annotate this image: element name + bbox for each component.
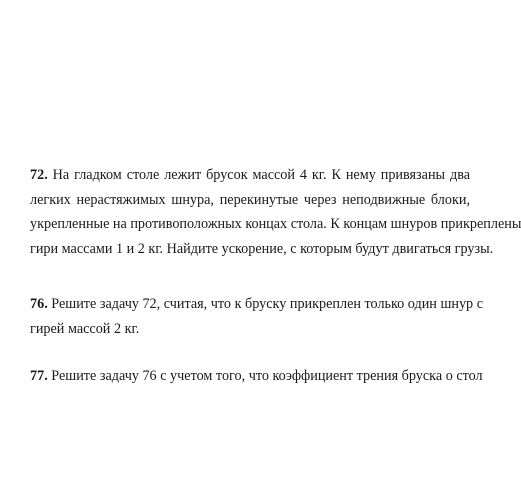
- problem-72-line-2: легких нерастяжимых шнура, перекинутые через неподвижные блоки,: [30, 191, 470, 208]
- problem-76: [30, 292, 483, 341]
- problem-76-number: 76.: [30, 296, 48, 312]
- problem-76-line-1: [30, 292, 483, 317]
- problem-72-number: 72.: [30, 167, 48, 183]
- problem-77-text-1: Решите задачу 76 с учетом того, что коэффициент трения бруска о стол: [51, 368, 483, 384]
- problem-72: [30, 163, 521, 261]
- problem-72-line-4: гири массами 1 и 2 кг. Найдите ускорение, с которым будут двигаться грузы.: [30, 240, 494, 257]
- problem-72-line-1: [30, 163, 470, 188]
- problem-77-cropped: [30, 364, 483, 384]
- problem-77-line-1: [30, 364, 483, 389]
- problem-72-text-1: На гладком столе лежит брусок массой 4 кг. К нему привязаны два: [52, 167, 471, 183]
- problem-77-number: 77.: [30, 368, 48, 384]
- problem-76-text-1: Решите задачу 72, считая, что к бруску прикреплен только один шнур с: [51, 296, 483, 312]
- problem-72-line-3: укрепленные на противоположных концах стола. К концам шнуров прикреплены: [30, 216, 521, 232]
- problem-76-line-2: гирей массой 2 кг.: [30, 320, 140, 337]
